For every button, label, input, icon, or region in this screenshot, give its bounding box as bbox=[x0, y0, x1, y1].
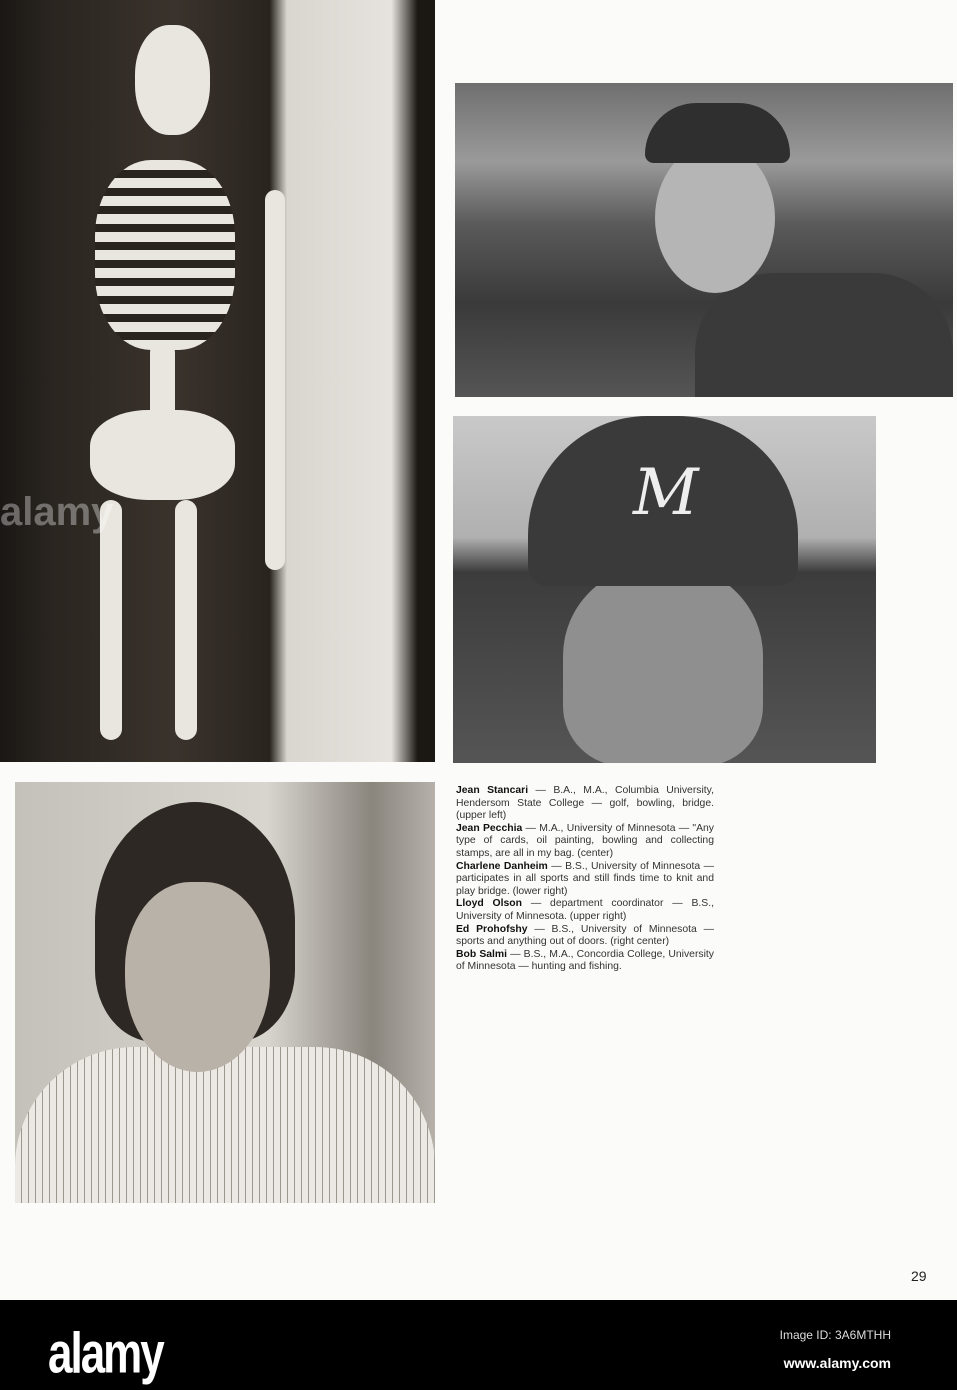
caption-entry: Charlene Danheim — B.S., University of Minnesota — participates in all sports and still finds time to knit and play bridge. (lower right) bbox=[456, 860, 714, 897]
page-number: 29 bbox=[911, 1268, 927, 1284]
website-link[interactable]: www.alamy.com bbox=[783, 1355, 891, 1371]
left-leg bbox=[100, 500, 122, 740]
skull bbox=[135, 25, 210, 135]
caption-entry: Ed Prohofshy — B.S., University of Minnesota — sports and anything out of doors. (right center) bbox=[456, 923, 715, 948]
pelvis bbox=[90, 410, 235, 500]
cap-logo: M bbox=[633, 456, 699, 530]
watermark: alamy bbox=[0, 490, 114, 534]
image-id: Image ID: 3A6MTHH bbox=[779, 1328, 891, 1342]
lloyd-olson-photo bbox=[455, 83, 953, 397]
alamy-logo: alamy bbox=[48, 1322, 163, 1386]
alamy-footer bbox=[0, 1300, 957, 1390]
caption-block bbox=[456, 785, 714, 974]
caption-entry: Lloyd Olson — department coordinator — B.S., University of Minnesota. (upper right) bbox=[456, 898, 714, 922]
charlene-danheim-photo bbox=[15, 782, 435, 1203]
caption-entry: Bob Salmi — B.S., M.A., Concordia College, University of Minnesota — hunting and fishing. bbox=[456, 948, 715, 973]
caption-entry: Jean Pecchia — M.A., University of Minnesota — "Any type of cards, oil painting, bowling and collecting stamps, are all in my bag. (center) bbox=[456, 822, 715, 859]
right-leg bbox=[175, 500, 197, 740]
arm bbox=[265, 190, 285, 570]
caption-entry: Jean Stancari — B.A., M.A., Columbia University, Hendersom State College — golf, bowling, bridge. (upper left) bbox=[456, 785, 714, 822]
skeleton-photo bbox=[0, 0, 435, 762]
ed-prohofshy-photo bbox=[453, 416, 876, 763]
ribcage bbox=[95, 160, 235, 350]
